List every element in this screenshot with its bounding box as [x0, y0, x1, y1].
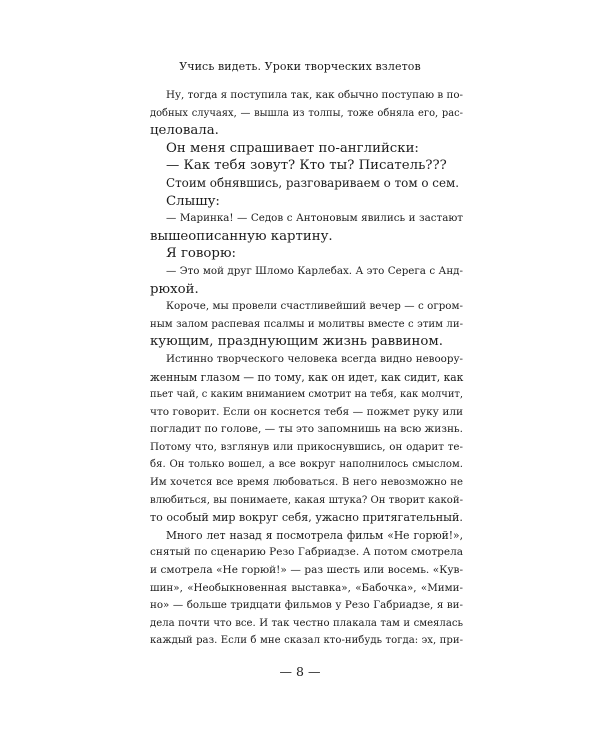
page-number: — 8 —	[279, 664, 321, 679]
running-header: Учись видеть. Уроки творческих взлетов	[179, 60, 421, 73]
text-line: Он меня спрашивает по-английски:	[166, 140, 419, 156]
text-line: дела почти что все. И так честно плакала там и смеялась	[150, 617, 463, 629]
text-line: Короче, мы провели счастливейший вечер — с огром-	[166, 300, 463, 313]
text-line: но» — больше тридцати фильмов у Резо Габриадзе, я ви-	[150, 599, 463, 612]
text-line: вышеописанную картину.	[150, 228, 333, 244]
text-line: каждый раз. Если б мне сказал кто-нибудь тогда: эх, при-	[150, 635, 463, 647]
text-line: — Маринка! — Седов с Антоновым явились и застают	[166, 212, 463, 225]
text-line: Я говорю:	[166, 246, 236, 262]
text-line: Слышу:	[166, 193, 220, 209]
text-line: пьет чай, с каким вниманием смотрит на тебя, как молчит,	[150, 389, 463, 401]
text-line: кующим, празднующим жизнь раввином.	[150, 334, 443, 350]
text-line: бя. Он только вошел, а все вокруг наполнилось смыслом.	[150, 459, 463, 471]
text-line: Истинно творческого человека всегда видно невоору-	[166, 352, 463, 365]
text-line: — Это мой друг Шломо Карлебах. А это Серега с Анд-	[166, 264, 463, 277]
text-line: Стоим обнявшись, разговариваем о том о сем.	[166, 175, 460, 190]
text-line: снятый по сценарию Резо Габриадзе. А потом смотрела	[150, 546, 463, 559]
text-line: рюхой.	[150, 281, 199, 297]
text-line: влюбиться, вы понимаете, какая штука? Он творит какой-	[150, 494, 463, 506]
text-line: шин», «Необыкновенная выставка», «Бабочка», «Мими-	[150, 581, 463, 594]
body-text	[150, 87, 463, 650]
text-line: Потому что, взглянув или прикоснувшись, он одарит те-	[150, 440, 463, 453]
text-line: Им хочется все время любоваться. В него невозможно не	[150, 477, 463, 489]
text-line: то особый мир вокруг себя, ужасно притягательный.	[150, 511, 463, 525]
text-line: целовала.	[150, 123, 219, 139]
text-line: что говорит. Если он коснется тебя — пожмет руку или	[150, 405, 463, 418]
text-line: погладит по голове, — ты это запомнишь на всю жизнь.	[150, 423, 463, 436]
text-line: добных случаях, — вышла из толпы, тоже обняла его, рас-	[150, 107, 463, 119]
text-line: ным залом распевая псалмы и молитвы вместе с этим ли-	[150, 318, 463, 330]
text-line: Ну, тогда я поступила так, как обычно поступаю в по-	[166, 89, 463, 101]
text-line: женным глазом — по тому, как он идет, как сидит, как	[150, 370, 464, 384]
text-line: Много лет назад я посмотрела фильм «Не горюй!»,	[166, 528, 463, 542]
text-line: и смотрела «Не горюй!» — раз шесть или восемь. «Кув-	[150, 564, 463, 577]
text-line: — Как тебя зовут? Кто ты? Писатель???	[166, 158, 447, 174]
